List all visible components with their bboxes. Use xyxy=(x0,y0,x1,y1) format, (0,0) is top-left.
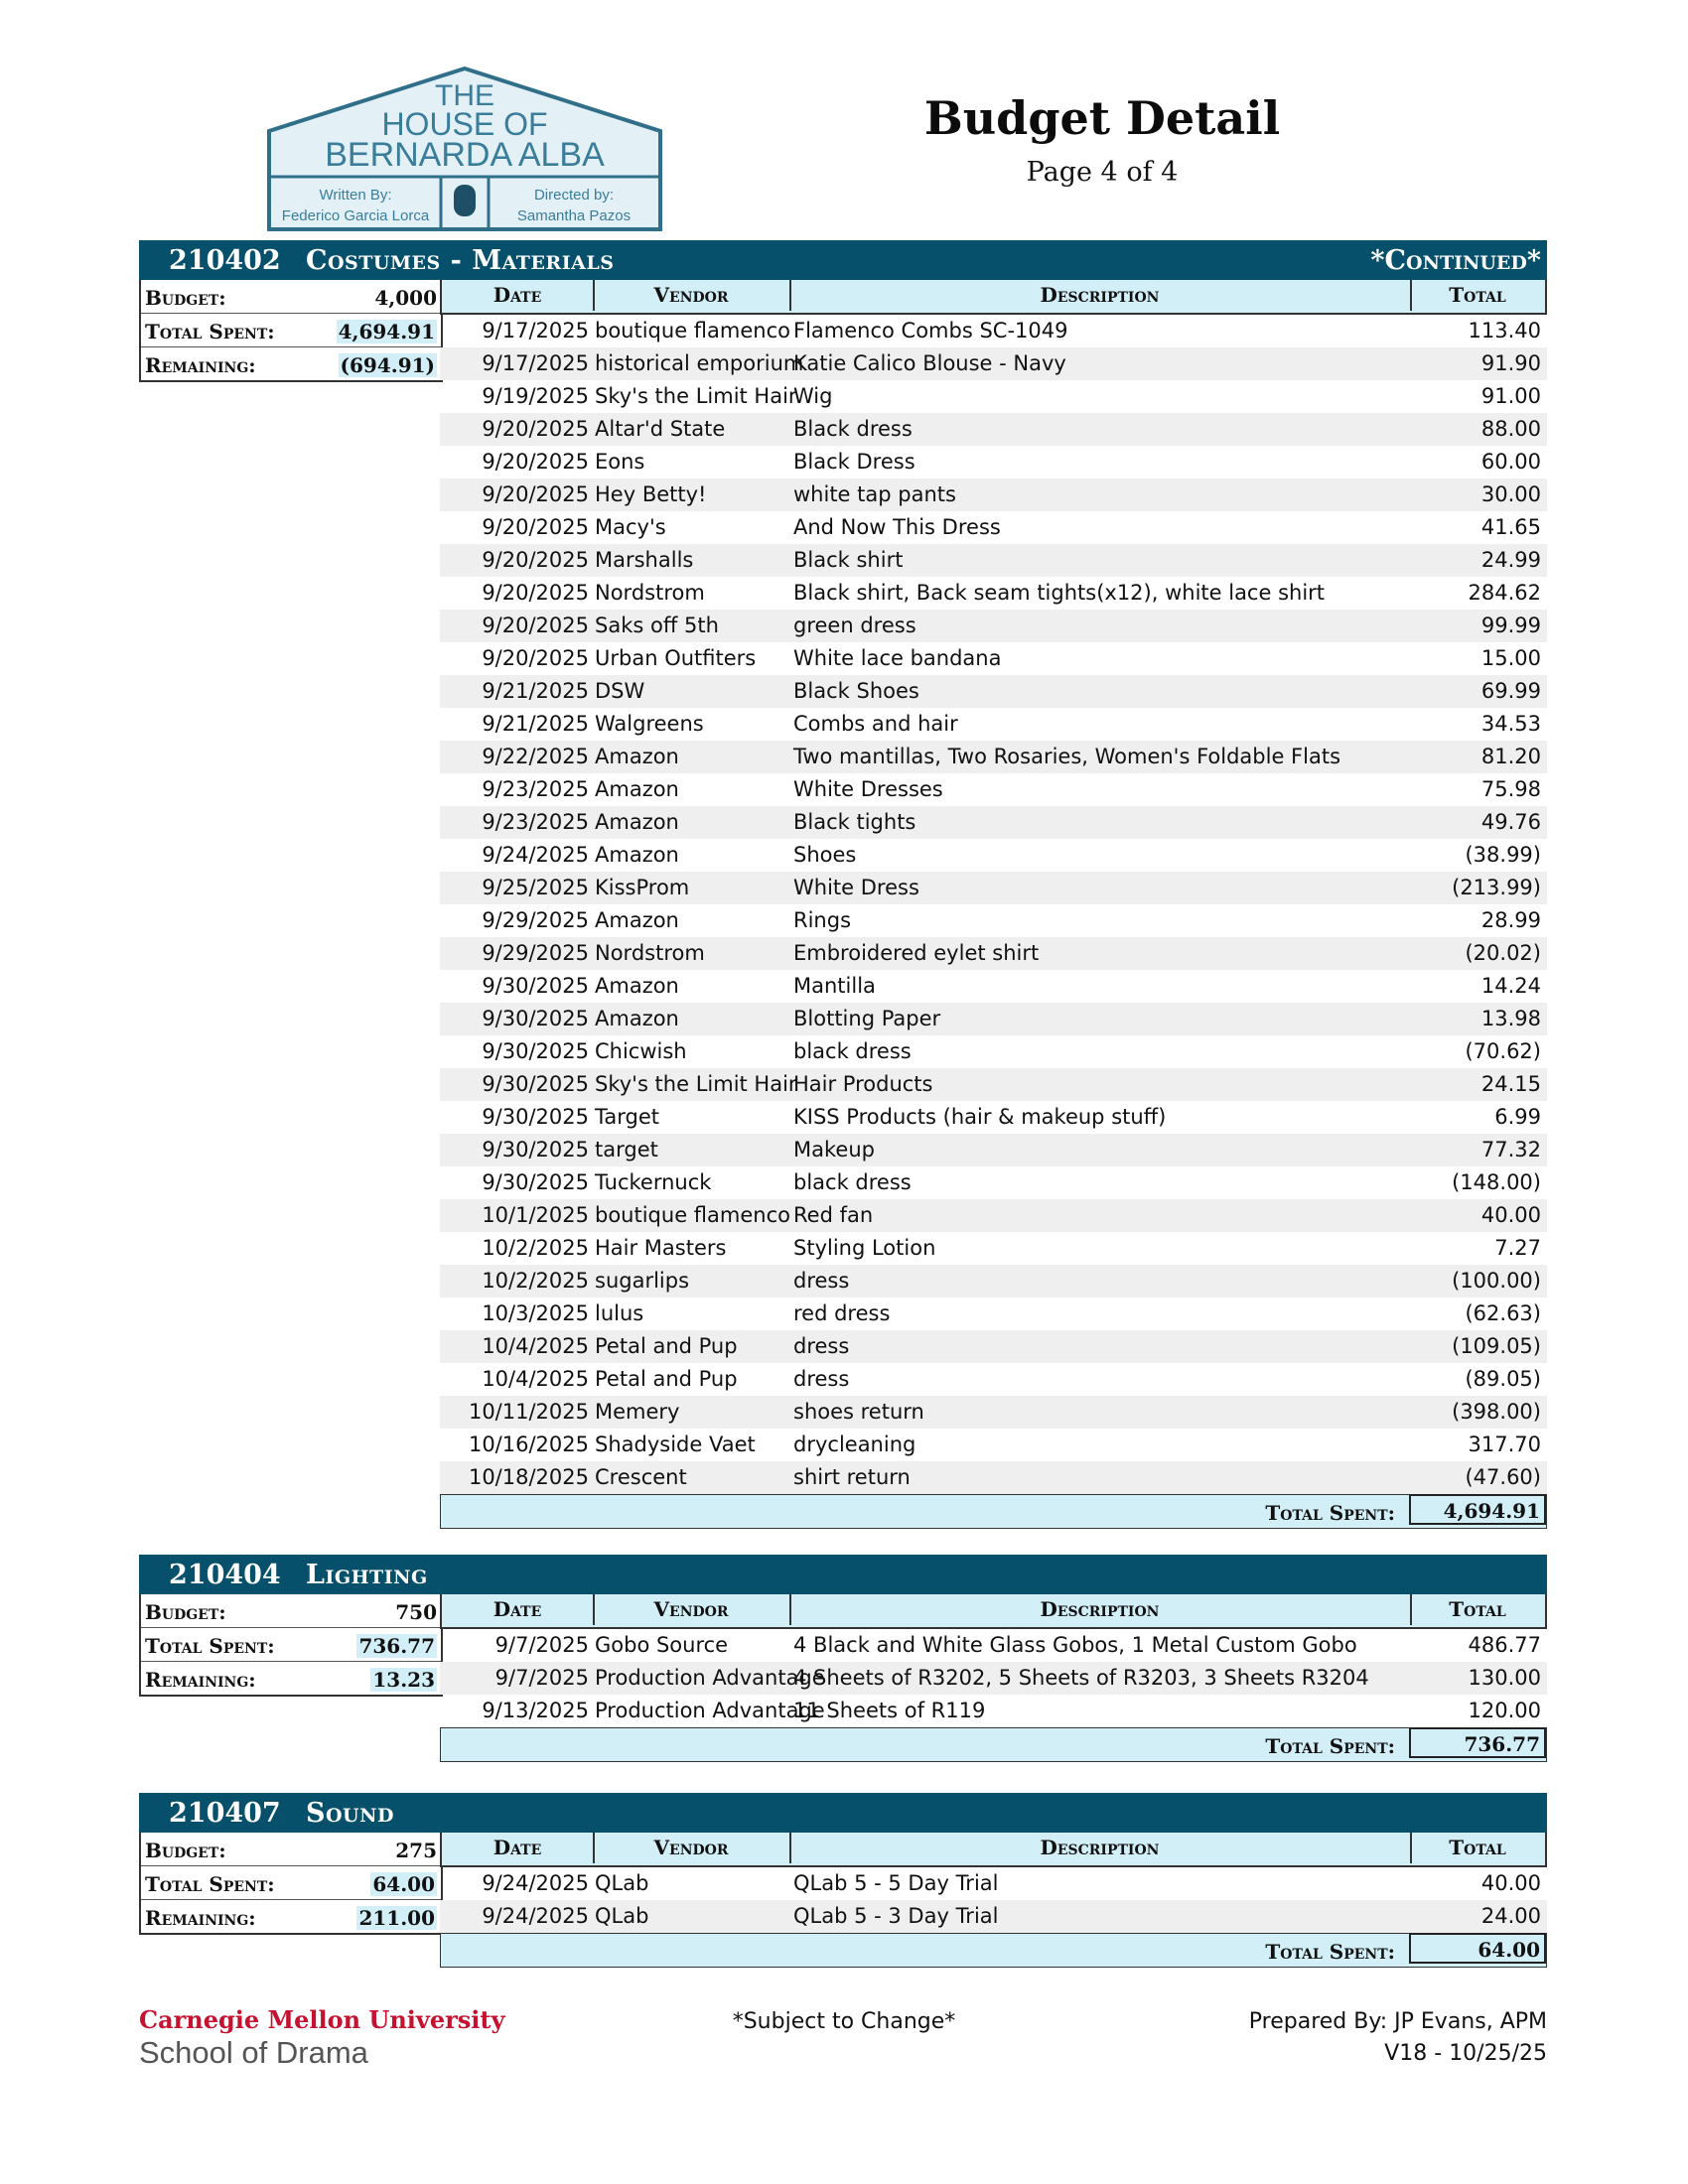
cell-vendor: Amazon xyxy=(595,777,679,801)
cell-description: dress xyxy=(793,1367,850,1391)
budget-summary xyxy=(139,280,443,382)
cell-date: 9/20/2025 xyxy=(482,450,589,474)
cell-date: 9/17/2025 xyxy=(482,319,589,342)
cell-date: 9/20/2025 xyxy=(482,548,589,572)
cell-description: drycleaning xyxy=(793,1433,916,1456)
col-vendor: Vendor xyxy=(593,280,791,311)
cell-description: Wig xyxy=(793,384,833,408)
cell-total: 60.00 xyxy=(1480,450,1541,474)
cell-total: (62.63) xyxy=(1465,1301,1541,1325)
table-row xyxy=(440,1199,1547,1232)
cell-date: 9/29/2025 xyxy=(482,908,589,932)
budget-label: Budget: xyxy=(145,286,226,310)
cell-date: 9/7/2025 xyxy=(494,1633,589,1657)
cell-date: 9/30/2025 xyxy=(482,1039,589,1063)
cell-description: Rings xyxy=(793,908,852,932)
cell-date: 9/20/2025 xyxy=(482,646,589,670)
cell-vendor: Petal and Pup xyxy=(595,1334,738,1358)
total-spent-row xyxy=(141,314,441,347)
footer-total-label: Total Spent: xyxy=(1265,1940,1395,1964)
section-header xyxy=(139,1793,1547,1833)
cell-date: 9/20/2025 xyxy=(482,417,589,441)
cell-vendor: Gobo Source xyxy=(595,1633,729,1657)
cell-date: 9/30/2025 xyxy=(482,1170,589,1194)
cell-date: 9/21/2025 xyxy=(482,679,589,703)
table-row xyxy=(440,478,1547,511)
cell-description: Black shirt xyxy=(793,548,904,572)
cell-vendor: Altar'd State xyxy=(595,417,726,441)
cell-description: white tap pants xyxy=(793,482,956,506)
cell-total: 91.00 xyxy=(1480,384,1541,408)
footer-total-label: Total Spent: xyxy=(1265,1501,1395,1525)
table-row xyxy=(440,904,1547,937)
cell-date: 10/4/2025 xyxy=(482,1334,589,1358)
cell-vendor: Chicwish xyxy=(595,1039,687,1063)
cell-date: 9/20/2025 xyxy=(482,482,589,506)
table-row xyxy=(440,544,1547,577)
remaining-value: 13.23 xyxy=(372,1668,435,1692)
cell-description: White Dresses xyxy=(793,777,943,801)
cell-vendor: boutique flamenco xyxy=(595,319,790,342)
cell-description: Combs and hair xyxy=(793,712,958,736)
cell-vendor: Production Advantage xyxy=(595,1699,825,1722)
table-row xyxy=(440,1003,1547,1035)
cell-date: 10/1/2025 xyxy=(482,1203,589,1227)
table-row xyxy=(440,937,1547,970)
cell-total: 24.00 xyxy=(1480,1904,1541,1928)
total-spent-row xyxy=(141,1866,441,1900)
cell-vendor: Shadyside Vaet xyxy=(595,1433,756,1456)
col-total: Total xyxy=(1449,1597,1506,1621)
section-code: 210402 xyxy=(169,245,281,276)
cell-total: 77.32 xyxy=(1480,1138,1541,1161)
cell-description: Black Shoes xyxy=(793,679,919,703)
table-row xyxy=(440,347,1547,380)
table-row xyxy=(440,773,1547,806)
cell-vendor: Nordstrom xyxy=(595,581,705,605)
table-row xyxy=(440,1363,1547,1396)
cell-vendor: Saks off 5th xyxy=(595,614,719,637)
table-row xyxy=(440,1695,1547,1727)
total-spent-value: 4,694.91 xyxy=(338,320,435,343)
cell-total: 130.00 xyxy=(1468,1666,1541,1690)
table-row xyxy=(440,1662,1547,1695)
cell-total: (47.60) xyxy=(1465,1465,1541,1489)
school-name: School of Drama xyxy=(139,2035,368,2070)
table-row xyxy=(440,1134,1547,1166)
cell-date: 9/30/2025 xyxy=(482,1138,589,1161)
remaining-label: Remaining: xyxy=(145,353,256,377)
cell-date: 10/18/2025 xyxy=(468,1465,589,1489)
cell-description: Black Dress xyxy=(793,450,915,474)
col-description: Description xyxy=(789,280,1412,311)
table-row xyxy=(440,446,1547,478)
subject-to-change-note: *Subject to Change* xyxy=(732,2009,956,2034)
table-header xyxy=(440,1833,1547,1867)
col-date: Date xyxy=(442,280,595,311)
table-row xyxy=(440,872,1547,904)
cell-vendor: historical emporium xyxy=(595,351,804,375)
budget-value: 750 xyxy=(395,1600,437,1624)
footer-total-value: 736.77 xyxy=(1409,1727,1546,1758)
cell-total: 75.98 xyxy=(1480,777,1541,801)
table-row xyxy=(440,1396,1547,1429)
cell-vendor: Amazon xyxy=(595,974,679,998)
cell-total: (70.62) xyxy=(1465,1039,1541,1063)
section-name: Costumes - Materials xyxy=(306,245,615,276)
cell-vendor: Memery xyxy=(595,1400,680,1424)
table-row xyxy=(440,708,1547,741)
total-spent-label: Total Spent: xyxy=(145,320,275,343)
table-row xyxy=(440,1035,1547,1068)
cell-date: 9/21/2025 xyxy=(482,712,589,736)
cell-description: 4 Black and White Glass Gobos, 1 Metal Custom Gobo xyxy=(793,1633,1357,1657)
cell-description: KISS Products (hair & makeup stuff) xyxy=(793,1105,1167,1129)
cell-vendor: Hey Betty! xyxy=(595,482,707,506)
table-row xyxy=(440,1900,1547,1933)
table-footer xyxy=(440,1727,1547,1762)
section-code: 210407 xyxy=(169,1798,281,1829)
cell-vendor: QLab xyxy=(595,1871,649,1895)
cell-vendor: boutique flamenco xyxy=(595,1203,790,1227)
cell-total: 24.99 xyxy=(1480,548,1541,572)
budget-section-sound xyxy=(139,1793,1547,1964)
cell-date: 10/16/2025 xyxy=(468,1433,589,1456)
section-name: Lighting xyxy=(306,1560,428,1590)
budget-label: Budget: xyxy=(145,1600,226,1624)
footer-total-value: 64.00 xyxy=(1409,1933,1546,1964)
cell-date: 9/24/2025 xyxy=(482,1904,589,1928)
table-row xyxy=(440,970,1547,1003)
cell-description: Katie Calico Blouse - Navy xyxy=(793,351,1066,375)
cell-total: 34.53 xyxy=(1480,712,1541,736)
cell-total: 69.99 xyxy=(1480,679,1541,703)
table-row xyxy=(440,1265,1547,1297)
cell-vendor: Eons xyxy=(595,450,645,474)
budget-row xyxy=(141,1594,441,1628)
table-row xyxy=(440,1629,1547,1662)
cell-description: Black dress xyxy=(793,417,913,441)
cmu-logo-text: Carnegie Mellon University xyxy=(139,2005,505,2034)
cell-description: Flamenco Combs SC-1049 xyxy=(793,319,1068,342)
budget-row xyxy=(141,1833,441,1866)
logo-line2: HOUSE OF xyxy=(381,106,548,142)
cell-description: Mantilla xyxy=(793,974,876,998)
cell-description: Red fan xyxy=(793,1203,874,1227)
logo-caption-right2: Samantha Pazos xyxy=(516,207,632,224)
page-number: Page 4 of 4 xyxy=(1026,157,1179,188)
table-row xyxy=(440,610,1547,642)
cell-total: 88.00 xyxy=(1480,417,1541,441)
cell-date: 9/23/2025 xyxy=(482,777,589,801)
col-total: Total xyxy=(1449,283,1506,307)
cell-date: 9/25/2025 xyxy=(482,876,589,899)
cell-vendor: Crescent xyxy=(595,1465,687,1489)
cell-description: red dress xyxy=(793,1301,891,1325)
budget-summary xyxy=(139,1833,443,1935)
cell-vendor: Hair Masters xyxy=(595,1236,727,1260)
table-row xyxy=(440,380,1547,413)
cell-vendor: Walgreens xyxy=(595,712,704,736)
cell-date: 10/11/2025 xyxy=(468,1400,589,1424)
cell-description: Two mantillas, Two Rosaries, Women's Foldable Flats xyxy=(793,745,1341,768)
cell-total: 49.76 xyxy=(1480,810,1541,834)
cell-vendor: Petal and Pup xyxy=(595,1367,738,1391)
cell-description: Black shirt, Back seam tights(x12), white lace shirt xyxy=(793,581,1326,605)
table-header xyxy=(440,1594,1547,1629)
cell-description: shirt return xyxy=(793,1465,911,1489)
cell-vendor: Sky's the Limit Hair xyxy=(595,384,797,408)
cell-description: And Now This Dress xyxy=(793,515,1001,539)
budget-summary xyxy=(139,1594,443,1697)
cell-description: 4 Sheets of R3202, 5 Sheets of R3203, 3 Sheets R3204 xyxy=(793,1666,1369,1690)
cell-date: 9/24/2025 xyxy=(482,843,589,867)
cell-total: (148.00) xyxy=(1452,1170,1541,1194)
table-row xyxy=(440,806,1547,839)
cell-vendor: sugarlips xyxy=(595,1269,690,1293)
table-body xyxy=(440,1867,1547,1933)
cell-date: 9/24/2025 xyxy=(482,1871,589,1895)
cell-description: Black tights xyxy=(793,810,916,834)
cell-total: (100.00) xyxy=(1452,1269,1541,1293)
cell-total: (213.99) xyxy=(1452,876,1541,899)
budget-label: Budget: xyxy=(145,1839,226,1862)
cell-date: 9/7/2025 xyxy=(494,1666,589,1690)
table-row xyxy=(440,1068,1547,1101)
total-spent-label: Total Spent: xyxy=(145,1634,275,1658)
section-name: Sound xyxy=(306,1798,394,1829)
cell-total: 13.98 xyxy=(1480,1007,1541,1030)
cell-vendor: QLab xyxy=(595,1904,649,1928)
remaining-value: 211.00 xyxy=(358,1906,435,1930)
cell-total: (109.05) xyxy=(1452,1334,1541,1358)
cell-total: 7.27 xyxy=(1494,1236,1541,1260)
cell-vendor: Nordstrom xyxy=(595,941,705,965)
cell-total: (20.02) xyxy=(1465,941,1541,965)
cell-vendor: Marshalls xyxy=(595,548,694,572)
logo-line1: THE xyxy=(435,79,494,112)
cell-description: Hair Products xyxy=(793,1072,933,1096)
remaining-label: Remaining: xyxy=(145,1668,256,1692)
cell-vendor: Amazon xyxy=(595,843,679,867)
cell-vendor: Sky's the Limit Hair xyxy=(595,1072,797,1096)
logo-caption-right1: Directed by: xyxy=(533,187,615,204)
table-row xyxy=(440,1429,1547,1461)
remaining-row xyxy=(141,1662,441,1695)
cell-vendor: target xyxy=(595,1138,658,1161)
cell-date: 10/2/2025 xyxy=(482,1269,589,1293)
cell-vendor: Amazon xyxy=(595,1007,679,1030)
cell-date: 9/30/2025 xyxy=(482,1072,589,1096)
table-row xyxy=(440,315,1547,347)
cell-vendor: Target xyxy=(595,1105,659,1129)
version-label: V18 - 10/25/25 xyxy=(1384,2041,1547,2066)
footer-total-value: 4,694.91 xyxy=(1409,1494,1546,1525)
table-row xyxy=(440,1232,1547,1265)
col-vendor: Vendor xyxy=(593,1833,791,1863)
table-row xyxy=(440,1101,1547,1134)
cell-vendor: Amazon xyxy=(595,810,679,834)
cell-total: 284.62 xyxy=(1468,581,1541,605)
table-row xyxy=(440,839,1547,872)
table-header xyxy=(440,280,1547,315)
cell-description: green dress xyxy=(793,614,916,637)
table-row xyxy=(440,511,1547,544)
cell-date: 10/4/2025 xyxy=(482,1367,589,1391)
total-spent-label: Total Spent: xyxy=(145,1872,275,1896)
cell-vendor: Amazon xyxy=(595,745,679,768)
cell-vendor: Tuckernuck xyxy=(595,1170,712,1194)
continued-label: *Continued* xyxy=(1370,245,1541,276)
cell-vendor: Production Advantage xyxy=(595,1666,825,1690)
cell-total: 486.77 xyxy=(1468,1633,1541,1657)
cell-date: 9/23/2025 xyxy=(482,810,589,834)
table-row xyxy=(440,642,1547,675)
remaining-row xyxy=(141,1900,441,1933)
budget-row xyxy=(141,280,441,314)
cell-date: 10/2/2025 xyxy=(482,1236,589,1260)
cell-description: black dress xyxy=(793,1170,912,1194)
budget-section-costumes xyxy=(139,240,1547,1525)
cell-total: 91.90 xyxy=(1480,351,1541,375)
remaining-value: (694.91) xyxy=(340,353,435,377)
cell-date: 9/20/2025 xyxy=(482,515,589,539)
cell-description: shoes return xyxy=(793,1400,924,1424)
ledger-table xyxy=(440,1594,1547,1762)
cell-date: 9/30/2025 xyxy=(482,1105,589,1129)
col-date: Date xyxy=(442,1594,595,1625)
cell-description: dress xyxy=(793,1269,850,1293)
remaining-label: Remaining: xyxy=(145,1906,256,1930)
cell-total: (38.99) xyxy=(1465,843,1541,867)
table-body xyxy=(440,1629,1547,1727)
cell-total: 120.00 xyxy=(1468,1699,1541,1722)
col-description: Description xyxy=(789,1594,1412,1625)
table-footer xyxy=(440,1494,1547,1529)
table-row xyxy=(440,1297,1547,1330)
show-logo xyxy=(266,66,663,232)
ledger-table xyxy=(440,280,1547,1529)
ledger-table xyxy=(440,1833,1547,1968)
cell-total: 40.00 xyxy=(1480,1871,1541,1895)
cell-total: 99.99 xyxy=(1480,614,1541,637)
cell-date: 9/30/2025 xyxy=(482,1007,589,1030)
cell-date: 9/13/2025 xyxy=(482,1699,589,1722)
cell-total: 81.20 xyxy=(1480,745,1541,768)
cell-description: QLab 5 - 3 Day Trial xyxy=(793,1904,999,1928)
cell-description: Shoes xyxy=(793,843,857,867)
footer-total-label: Total Spent: xyxy=(1265,1734,1395,1758)
cell-vendor: Urban Outfiters xyxy=(595,646,757,670)
cell-date: 9/19/2025 xyxy=(482,384,589,408)
cell-total: 41.65 xyxy=(1480,515,1541,539)
cell-description: black dress xyxy=(793,1039,912,1063)
cell-total: 40.00 xyxy=(1480,1203,1541,1227)
cell-description: White lace bandana xyxy=(793,646,1002,670)
cell-date: 9/29/2025 xyxy=(482,941,589,965)
cell-date: 9/20/2025 xyxy=(482,581,589,605)
cell-description: Embroidered eylet shirt xyxy=(793,941,1040,965)
total-spent-row xyxy=(141,1628,441,1662)
cell-total: 28.99 xyxy=(1480,908,1541,932)
table-row xyxy=(440,1461,1547,1494)
table-row xyxy=(440,1166,1547,1199)
col-description: Description xyxy=(789,1833,1412,1863)
table-row xyxy=(440,1867,1547,1900)
cell-description: QLab 5 - 5 Day Trial xyxy=(793,1871,999,1895)
cell-description: Styling Lotion xyxy=(793,1236,936,1260)
cell-total: 113.40 xyxy=(1468,319,1541,342)
remaining-row xyxy=(141,347,441,380)
cell-vendor: Macy's xyxy=(595,515,666,539)
prepared-by: Prepared By: JP Evans, APM xyxy=(1248,2009,1547,2034)
total-spent-value: 64.00 xyxy=(372,1872,435,1896)
logo-line3: BERNARDA ALBA xyxy=(325,136,605,174)
table-row xyxy=(440,577,1547,610)
budget-section-lighting xyxy=(139,1555,1547,1758)
door-icon xyxy=(454,185,476,216)
cell-total: 14.24 xyxy=(1480,974,1541,998)
cell-vendor: DSW xyxy=(595,679,645,703)
cell-description: White Dress xyxy=(793,876,919,899)
cell-date: 10/3/2025 xyxy=(482,1301,589,1325)
table-row xyxy=(440,741,1547,773)
table-footer xyxy=(440,1933,1547,1968)
cell-date: 9/20/2025 xyxy=(482,614,589,637)
cell-vendor: Amazon xyxy=(595,908,679,932)
cell-description: 11 Sheets of R119 xyxy=(793,1699,986,1722)
budget-value: 4,000 xyxy=(374,286,437,310)
logo-caption-left2: Federico Garcia Lorca xyxy=(281,207,430,224)
cell-total: 24.15 xyxy=(1480,1072,1541,1096)
cell-total: (89.05) xyxy=(1465,1367,1541,1391)
cell-description: Blotting Paper xyxy=(793,1007,941,1030)
table-row xyxy=(440,1330,1547,1363)
col-total: Total xyxy=(1449,1836,1506,1859)
total-spent-value: 736.77 xyxy=(358,1634,435,1658)
cell-date: 9/30/2025 xyxy=(482,974,589,998)
logo-caption-left1: Written By: xyxy=(319,187,392,204)
section-header xyxy=(139,1555,1547,1594)
col-vendor: Vendor xyxy=(593,1594,791,1625)
cell-vendor: KissProm xyxy=(595,876,690,899)
section-code: 210404 xyxy=(169,1560,281,1590)
cell-total: 15.00 xyxy=(1480,646,1541,670)
col-date: Date xyxy=(442,1833,595,1863)
cell-total: 6.99 xyxy=(1494,1105,1541,1129)
cell-description: dress xyxy=(793,1334,850,1358)
cell-description: Makeup xyxy=(793,1138,875,1161)
cell-date: 9/17/2025 xyxy=(482,351,589,375)
cell-total: 317.70 xyxy=(1468,1433,1541,1456)
cell-total: (398.00) xyxy=(1452,1400,1541,1424)
page-title: Budget Detail xyxy=(923,91,1281,145)
cell-vendor: lulus xyxy=(595,1301,644,1325)
table-row xyxy=(440,675,1547,708)
budget-value: 275 xyxy=(395,1839,437,1862)
table-body xyxy=(440,315,1547,1494)
cell-date: 9/22/2025 xyxy=(482,745,589,768)
section-header xyxy=(139,240,1547,280)
table-row xyxy=(440,413,1547,446)
cell-total: 30.00 xyxy=(1480,482,1541,506)
